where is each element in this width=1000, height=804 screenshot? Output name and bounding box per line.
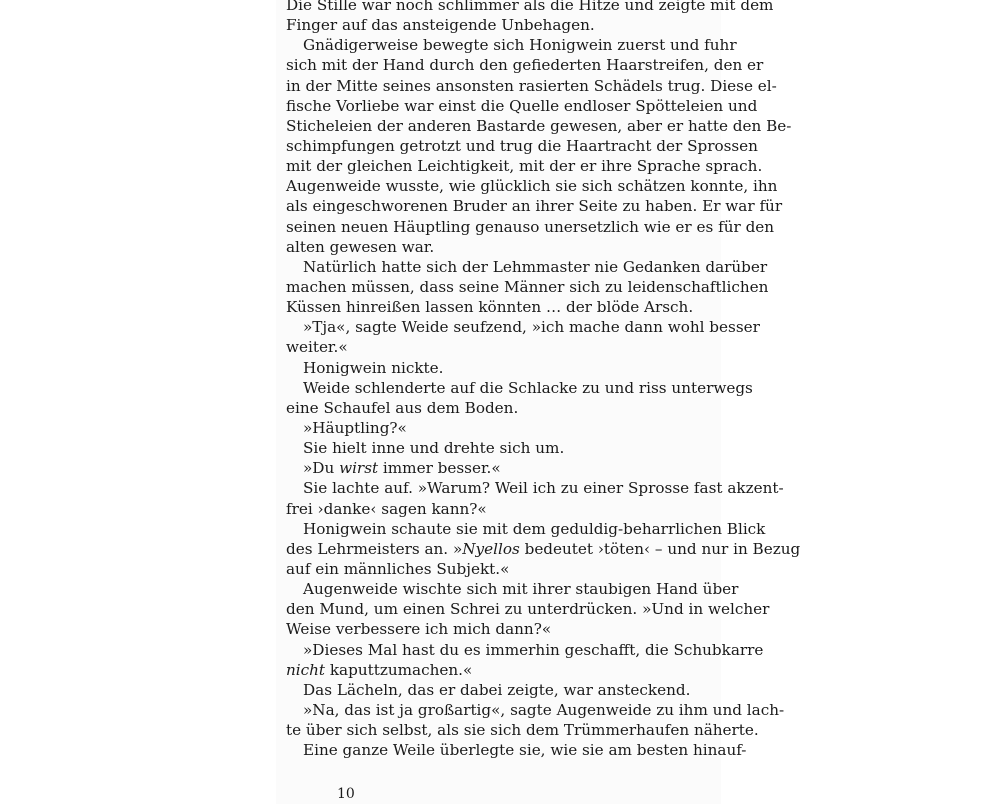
- text-run: »Du: [303, 459, 340, 478]
- text-line: Finger auf das ansteigende Unbehagen.: [286, 16, 595, 35]
- text-line: sich mit der Hand durch den gefiederten Haarstreifen, den er: [286, 56, 764, 75]
- text-line: »Dieses Mal hast du es immerhin geschafft, die Schubkarre: [303, 640, 764, 659]
- text-line: auf ein männliches Subjekt.«: [286, 559, 510, 578]
- text-line: mit der gleichen Leichtigkeit, mit der er ihre Sprache sprach.: [286, 157, 763, 176]
- text-line: Küssen hinreißen lassen könnten … der blöde Arsch.: [286, 298, 694, 317]
- text-line: Honigwein schaute sie mit dem geduldig-beharrlichen Blick: [303, 519, 766, 538]
- text-line: schimpfungen getrotzt und trug die Haartracht der Sprossen: [286, 136, 758, 155]
- text-line: »Tja«, sagte Weide seufzend, »ich mache dann wohl besser: [303, 318, 760, 337]
- text-line: te über sich selbst, als sie sich dem Trümmerhaufen näherte.: [286, 721, 759, 740]
- text-line: Das Lächeln, das er dabei zeigte, war ansteckend.: [303, 680, 691, 699]
- text-line: weiter.«: [286, 338, 348, 357]
- text-line: Augenweide wusste, wie glücklich sie sich schätzen konnte, ihn: [286, 177, 778, 196]
- text-line: Gnädigerweise bewegte sich Honigwein zuerst und fuhr: [303, 36, 737, 55]
- text-line: Natürlich hatte sich der Lehmmaster nie Gedanken darüber: [303, 257, 768, 276]
- text-run: immer besser.«: [378, 459, 501, 478]
- text-line: in der Mitte seines ansonsten rasierten Schädels trug. Diese el-: [286, 76, 777, 95]
- text-line: »Na, das ist ja großartig«, sagte Augenweide zu ihm und lach-: [303, 700, 785, 719]
- text-line: Augenweide wischte sich mit ihrer staubigen Hand über: [303, 580, 739, 599]
- body-text: [286, 0, 801, 760]
- italic-word: Nyellos: [462, 539, 520, 558]
- text-line: Honigwein nickte.: [303, 358, 444, 377]
- page-number: 10: [337, 786, 355, 802]
- text-line: Weise verbessere ich mich dann?«: [286, 620, 552, 639]
- text-line: [286, 660, 713, 680]
- text-line: »Häuptling?«: [303, 418, 407, 437]
- text-line: eine Schaufel aus dem Boden.: [286, 398, 519, 417]
- text-line: [286, 539, 801, 559]
- text-run: des Lehrmeisters an. »: [286, 539, 463, 558]
- text-line: Sie lachte auf. »Warum? Weil ich zu einer Sprosse fast akzent-: [303, 479, 784, 498]
- text-line: Sticheleien der anderen Bastarde gewesen, aber er hatte den Be-: [286, 116, 792, 135]
- text-line: Eine ganze Weile überlegte sie, wie sie am besten hinauf-: [303, 741, 747, 760]
- text-run: kaputtzumachen.«: [325, 660, 473, 679]
- italic-word: wirst: [339, 459, 379, 478]
- text-line: machen müssen, dass seine Männer sich zu leidenschaftlichen: [286, 277, 769, 296]
- text-line: [286, 458, 713, 478]
- text-line: Weide schlenderte auf die Schlacke zu und riss unterwegs: [303, 378, 753, 397]
- text-run: bedeutet ›töten‹ – und nur in Bezug: [519, 539, 801, 558]
- text-line: Die Stille war noch schlimmer als die Hitze und zeigte mit dem: [286, 0, 774, 14]
- text-line: den Mund, um einen Schrei zu unterdrücken. »Und in welcher: [286, 600, 770, 619]
- italic-word: nicht: [286, 660, 326, 679]
- text-line: frei ›danke‹ sagen kann?«: [286, 499, 487, 518]
- text-line: seinen neuen Häuptling genauso unersetzlich wie er es für den: [286, 217, 775, 236]
- text-line: fische Vorliebe war einst die Quelle endloser Spötteleien und: [286, 96, 758, 115]
- text-line: als eingeschworenen Bruder an ihrer Seite zu haben. Er war für: [286, 197, 783, 216]
- text-line: alten gewesen war.: [286, 237, 435, 256]
- text-line: Sie hielt inne und drehte sich um.: [303, 439, 565, 458]
